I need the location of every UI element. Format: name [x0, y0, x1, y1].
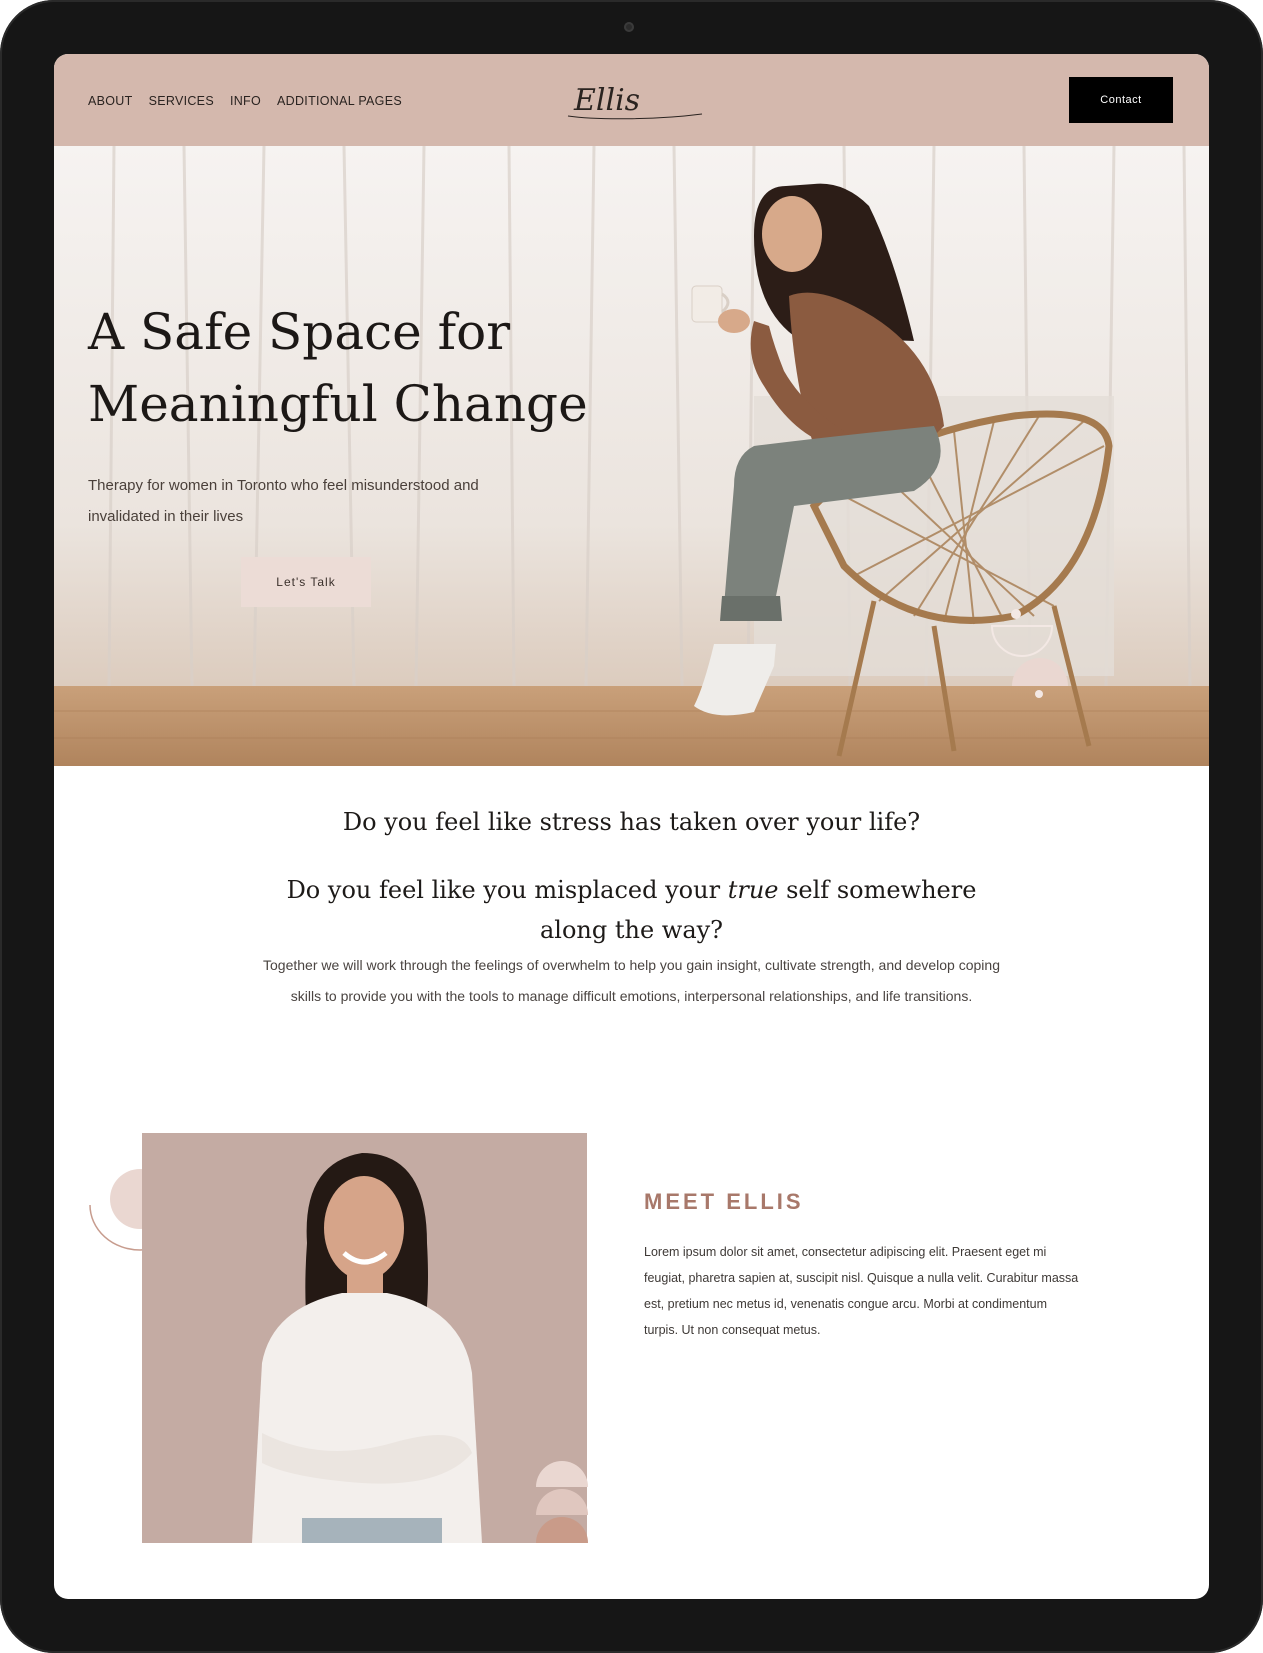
- wood-floor: [54, 686, 1209, 766]
- intro-paragraph: Together we will work through the feelings of overwhelm to help you gain insight, cultivate strength, and develop coping skills to provide you with the tools to manage difficult emotions, interpersonal relationships, and life transitions.: [263, 957, 1000, 1004]
- site-header: [54, 54, 1209, 146]
- portrait-image: [142, 1133, 587, 1543]
- hero-title: [88, 296, 648, 440]
- main-nav: [88, 94, 402, 108]
- logo-text: Ellis: [574, 83, 641, 118]
- q2-emphasis: true: [727, 876, 779, 904]
- website-screen: [54, 54, 1209, 1599]
- q2-text-before: Do you feel like you misplaced your: [286, 876, 728, 904]
- hero-title-line2: Meaningful Change: [88, 375, 588, 433]
- arch-deco-icon: [532, 1459, 592, 1551]
- hero-subtitle: Therapy for women in Toronto who feel misunderstood and invalidated in their lives: [88, 477, 479, 525]
- intro-question-2: [274, 870, 989, 950]
- lets-talk-button[interactable]: Let's Talk: [241, 557, 371, 607]
- meet-ellis-paragraph: Lorem ipsum dolor sit amet, consectetur adipiscing elit. Praesent eget mi feugiat, pharetra sapien at, suscipit nisl. Quisque a nulla velit. Curabitur massa est, pretium nec metus id, venenatis congue arcu. Morbi at condimentum turpis. Ut non consequat metus.: [644, 1245, 1079, 1337]
- hero-title-line1: A Safe Space for: [88, 303, 511, 361]
- site-logo[interactable]: [566, 76, 706, 124]
- hero-image: [54, 146, 1209, 766]
- nav-item-about[interactable]: ABOUT: [88, 94, 133, 108]
- q2-text-after: self somewhere along the way?: [539, 876, 977, 944]
- nav-item-additional-pages[interactable]: ADDITIONAL PAGES: [277, 94, 402, 108]
- camera-dot: [624, 22, 634, 32]
- intro-question-1: Do you feel like stress has taken over your life?: [342, 808, 921, 836]
- hero-section: [54, 146, 1209, 766]
- meet-ellis-heading: MEET ELLIS: [644, 1189, 804, 1214]
- nav-item-info[interactable]: INFO: [229, 94, 262, 108]
- contact-button[interactable]: Contact: [1069, 77, 1173, 123]
- nav-item-services[interactable]: SERVICES: [148, 94, 214, 108]
- ellis-portrait: [142, 1133, 587, 1543]
